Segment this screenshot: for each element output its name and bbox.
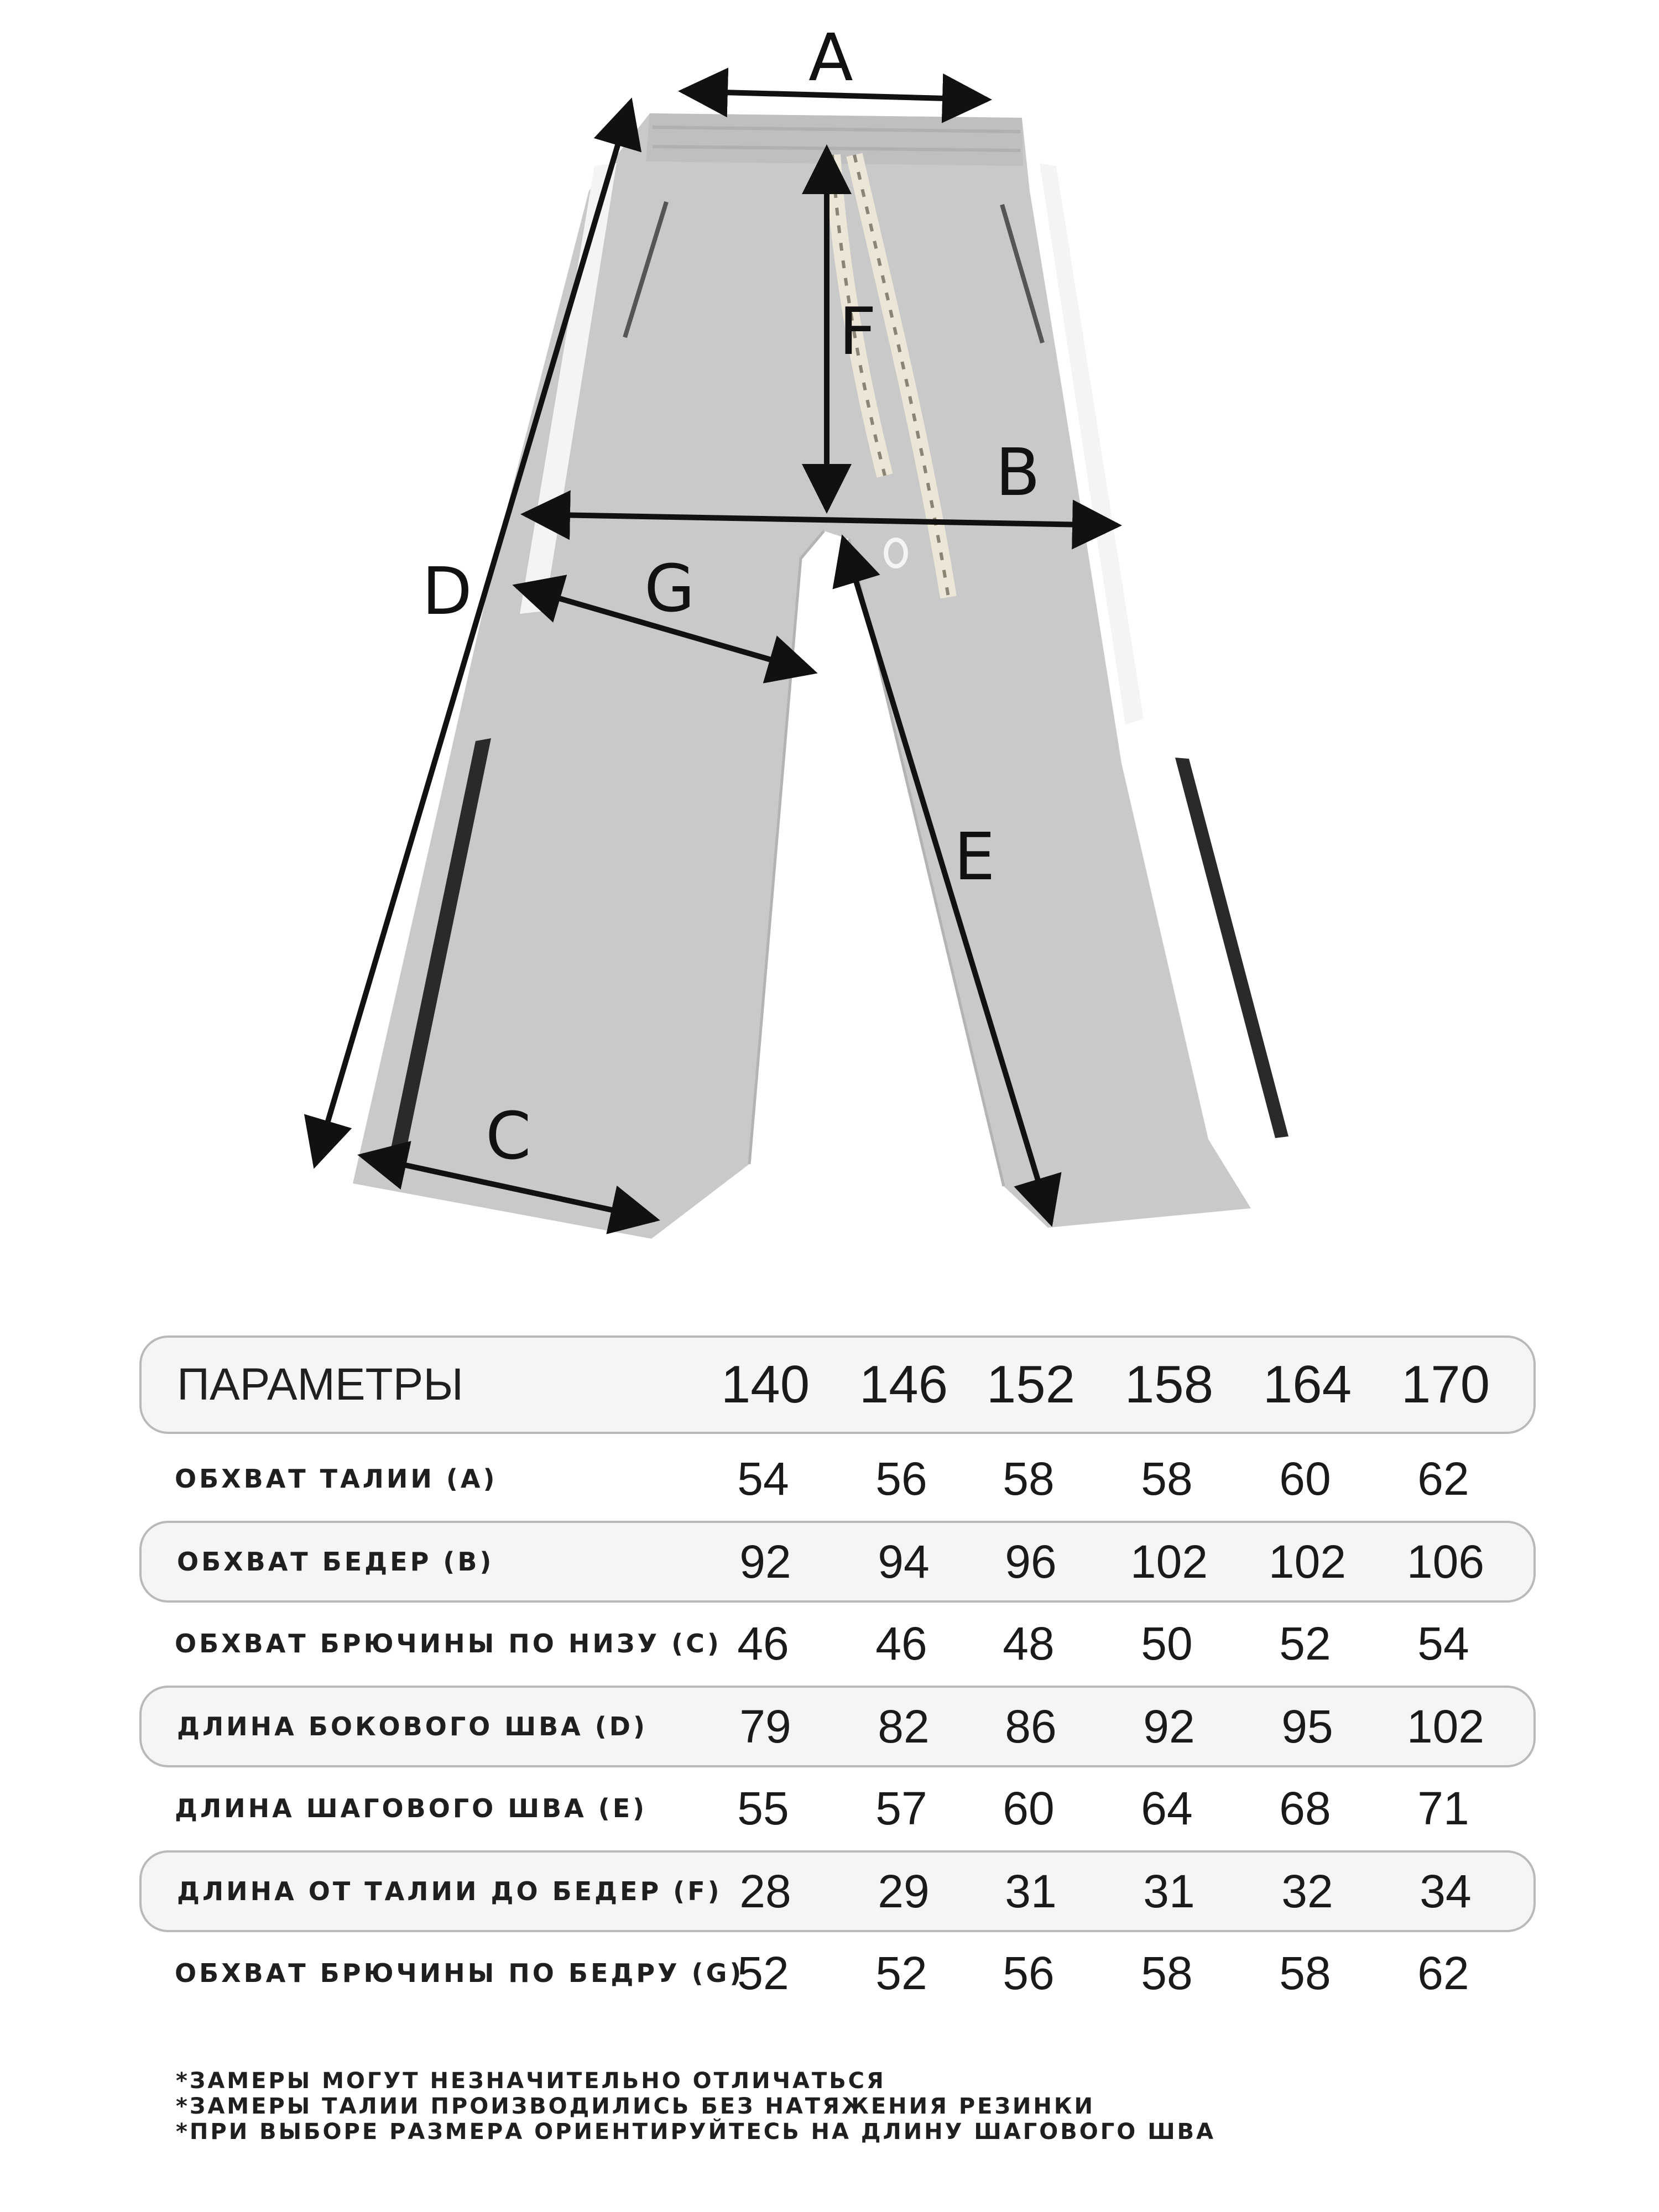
table-cell: 102 [1406, 1700, 1485, 1752]
size-152: 152 [986, 1355, 1076, 1414]
row-label: ОБХВАТ БРЮЧИНЫ ПО БЕДРУ (G) [175, 1958, 744, 1988]
pants-body [353, 113, 1251, 1239]
row-label: ОБХВАТ БЕДЕР (В) [177, 1547, 494, 1577]
table-cell: 60 [1003, 1782, 1055, 1834]
header-label: ПАРАМЕТРЫ [177, 1359, 463, 1410]
label-g: G [644, 550, 695, 627]
size-164: 164 [1262, 1355, 1352, 1414]
table-cell: 62 [1417, 1452, 1469, 1505]
table-cell: 60 [1279, 1452, 1331, 1505]
table-row [139, 1603, 1536, 1684]
label-b: B [995, 434, 1040, 510]
size-140: 140 [721, 1355, 810, 1414]
row-label: ДЛИНА ОТ ТАЛИИ ДО БЕДЕР (F) [177, 1876, 722, 1906]
table-row [139, 1932, 1536, 2014]
table-cell: 92 [1143, 1700, 1195, 1752]
table-cell: 106 [1406, 1535, 1485, 1588]
table-cell: 54 [737, 1452, 789, 1505]
table-cell: 64 [1141, 1782, 1193, 1834]
table-cell: 52 [737, 1947, 789, 1999]
label-e: E [954, 818, 995, 895]
table-cell: 32 [1281, 1865, 1333, 1917]
pants-illustration [353, 113, 1288, 1239]
footnote: *ПРИ ВЫБОРЕ РАЗМЕРА ОРИЕНТИРУЙТЕСЬ НА ДЛИНУ ШАГОВОГО ШВА [176, 2119, 1216, 2145]
table-cell: 28 [739, 1865, 791, 1917]
row-label: ОБХВАТ ТАЛИИ (А) [175, 1464, 498, 1494]
table-cell: 57 [875, 1782, 927, 1834]
table-cell: 48 [1003, 1617, 1055, 1670]
table-cell: 58 [1279, 1947, 1331, 1999]
table-cell: 92 [739, 1535, 791, 1588]
table-cell: 94 [878, 1535, 930, 1588]
table-cell: 58 [1141, 1452, 1193, 1505]
table-row [139, 1767, 1536, 1849]
table-cell: 31 [1143, 1865, 1195, 1917]
table-cell: 56 [875, 1452, 927, 1505]
size-158: 158 [1124, 1355, 1214, 1414]
table-row [139, 1438, 1536, 1520]
table-cell: 29 [878, 1865, 930, 1917]
footnote: *ЗАМЕРЫ МОГУТ НЕЗНАЧИТЕЛЬНО ОТЛИЧАТЬСЯ [176, 2068, 886, 2094]
label-f: F [839, 293, 877, 369]
row-label: ОБХВАТ БРЮЧИНЫ ПО НИЗУ (С) [175, 1629, 722, 1658]
label-a: A [808, 19, 853, 96]
table-cell: 55 [737, 1782, 789, 1834]
footnotes [176, 2068, 1215, 2145]
table-cell: 50 [1141, 1617, 1193, 1670]
row-label: ДЛИНА ШАГОВОГО ШВА (Е) [175, 1793, 648, 1823]
footnote: *ЗАМЕРЫ ТАЛИИ ПРОИЗВОДИЛИСЬ БЕЗ НАТЯЖЕНИЯ РЕЗИНКИ [176, 2094, 1095, 2119]
table-cell: 46 [737, 1617, 789, 1670]
size-146: 146 [859, 1355, 948, 1414]
table-row [139, 1521, 1536, 1603]
table-cell: 79 [739, 1700, 791, 1752]
table-header-row [139, 1335, 1536, 1434]
table-cell: 34 [1420, 1865, 1472, 1917]
label-d: D [422, 553, 472, 629]
table-cell: 86 [1005, 1700, 1057, 1752]
size-170: 170 [1401, 1355, 1490, 1414]
row-label: ДЛИНА БОКОВОГО ШВА (D) [177, 1712, 648, 1741]
table-cell: 58 [1003, 1452, 1055, 1505]
table-cell: 56 [1003, 1947, 1055, 1999]
table-cell: 102 [1268, 1535, 1347, 1588]
label-c: C [486, 1098, 531, 1174]
table-cell: 95 [1281, 1700, 1333, 1752]
table-cell: 102 [1130, 1535, 1208, 1588]
table-row [139, 1850, 1536, 1932]
table-cell: 68 [1279, 1782, 1331, 1834]
table-cell: 62 [1417, 1947, 1469, 1999]
table-cell: 52 [1279, 1617, 1331, 1670]
table-cell: 71 [1417, 1782, 1469, 1834]
table-cell: 52 [875, 1947, 927, 1999]
table-cell: 58 [1141, 1947, 1193, 1999]
table-cell: 96 [1005, 1535, 1057, 1588]
table-cell: 82 [878, 1700, 930, 1752]
table-cell: 31 [1005, 1865, 1057, 1917]
table-row [139, 1686, 1536, 1767]
table-cell: 46 [875, 1617, 927, 1670]
table-cell: 54 [1417, 1617, 1469, 1670]
